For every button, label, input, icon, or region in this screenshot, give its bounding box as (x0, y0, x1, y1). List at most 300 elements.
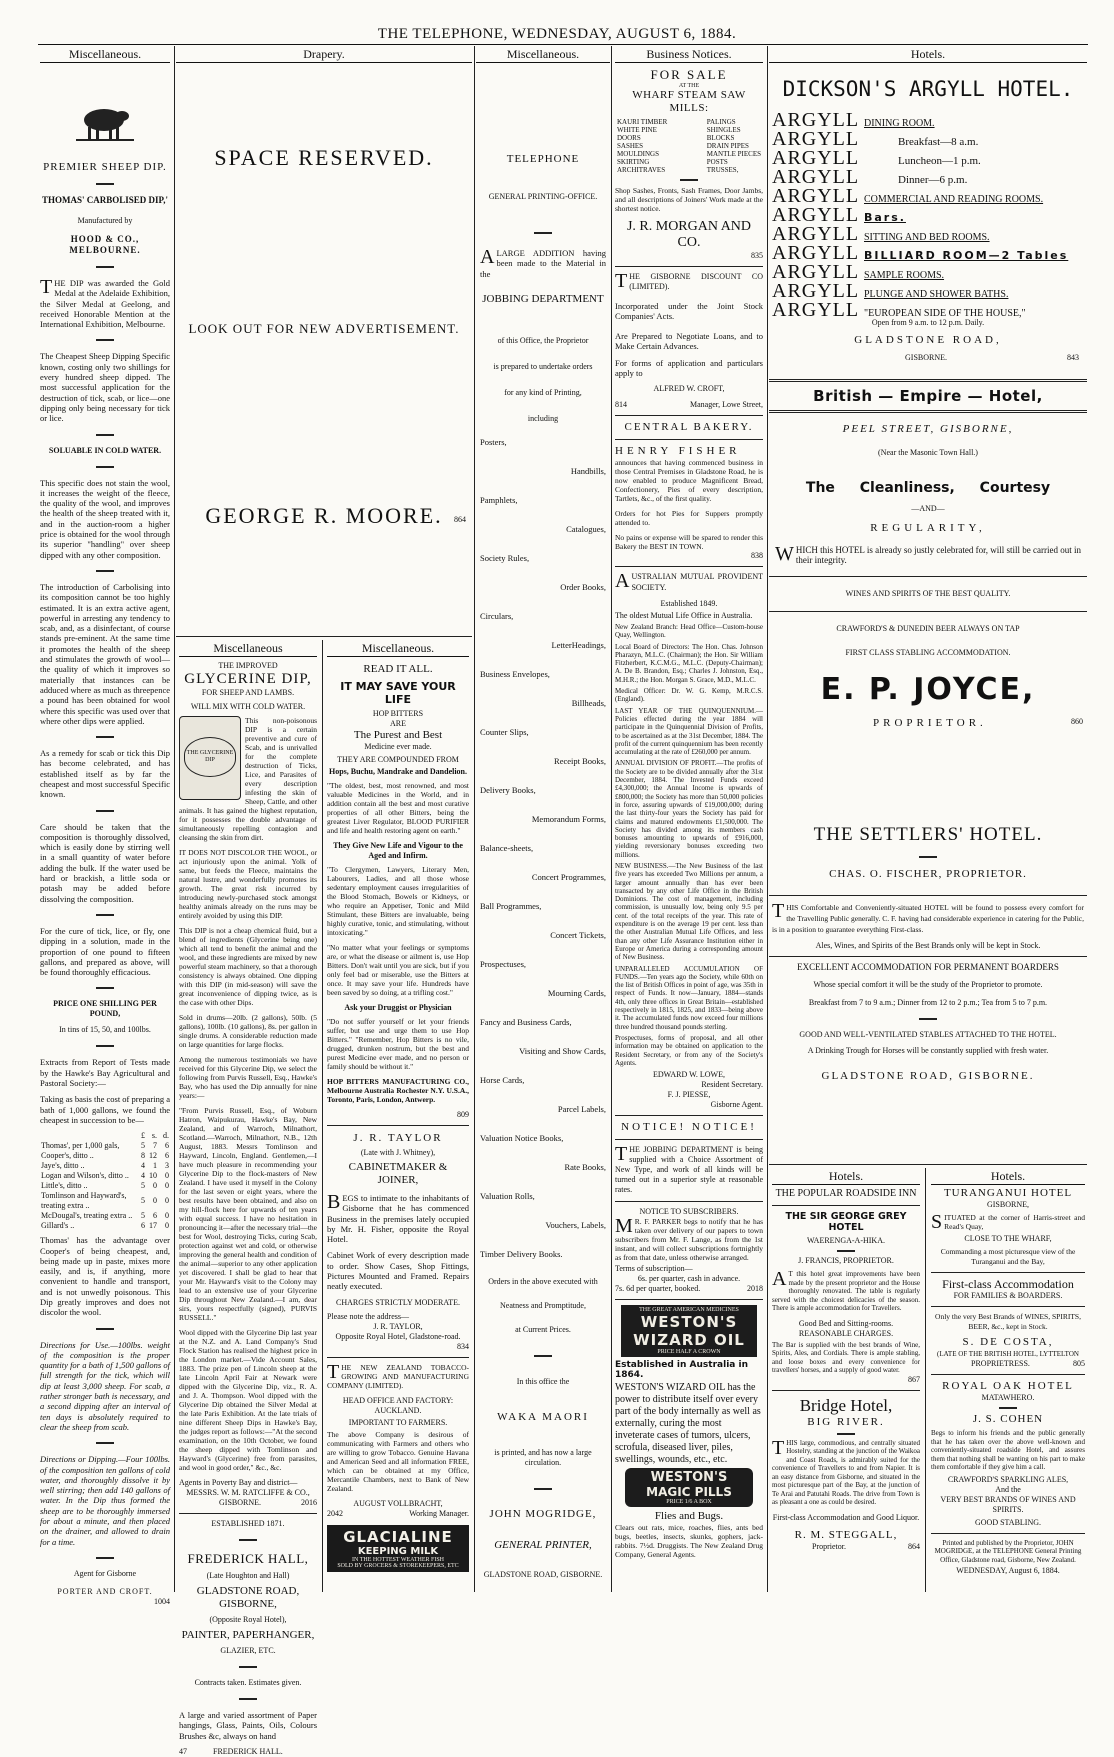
wines-line: WINES AND SPIRITS OF THE BEST QUALITY. (845, 588, 1011, 598)
ad-ref: 47 (179, 1746, 187, 1756)
read-line: READ IT ALL. (363, 663, 433, 675)
job-list-item: Concert Programmes, (531, 871, 606, 882)
agent-name: PORTER AND CROFT. (57, 1586, 153, 1596)
paragraph: ANNUAL DIVISION OF PROFIT.—The profits of the Society are to be divided annually after the 31st December, 1884. The Invested Funds exceed £4,300,000; the Annual Income is upwards of £800,000; the Society has more than 50,000 policies in force, assuring upwards of £19,000,000; during the last thirty-four years the Society has paid for claims and matured endowments £1,500,000. The Society has divided among its members cash bonuses amounting to upwards of £916,000, yielding reversionary bonuses exceeding two millions. (615, 759, 763, 859)
argyll-row (772, 223, 1087, 245)
job-list-item: Timber Delivery Books. (480, 1248, 563, 1259)
argyll-row (772, 147, 1087, 169)
hotel-town: GISBORNE. (905, 353, 948, 362)
column-header: Business Notices. (615, 46, 763, 63)
stabling-line: GOOD STABLING. (974, 1517, 1042, 1527)
company-title: AUSTRALIAN MUTUAL PROVIDENT SOCIETY. (615, 570, 763, 593)
table-row (40, 1141, 170, 1151)
hotel-title: Bridge Hotel, (799, 1395, 893, 1415)
job-list-item: Fancy and Business Cards, (480, 1016, 572, 1027)
ad-ref: 814 (615, 400, 627, 410)
column-header: Drapery. (176, 46, 472, 63)
pills-price: PRICE 1/6 A BOX (666, 1499, 712, 1506)
lookout-line: LOOK OUT FOR NEW ADVERTISEMENT. (188, 321, 460, 336)
paragraph: As a remedy for scab or tick this Dip has become celebrated, and has established itself as by far the cheapest and most successful Specific known. (40, 748, 170, 800)
glycerine-tin-icon (179, 716, 241, 800)
job-list-item: Ball Programmes, (480, 900, 542, 911)
ad-ref: 867 (908, 1374, 920, 1384)
established: Established 1849. (660, 598, 718, 608)
advertiser-name: HENRY FISHER (615, 445, 741, 458)
ad-ref: 2016 (301, 1498, 317, 1507)
open-line: Open from 9 a.m. to 12 p.m. Daily. (871, 318, 985, 327)
goods-item: MOULDINGS (617, 150, 659, 158)
paragraph: Orders for hot Pies for Suppers promptly attended to. (615, 509, 763, 528)
job-list-item: Memorandum Forms, (531, 813, 606, 824)
important-line: IMPORTANT TO FARMERS. (348, 1417, 448, 1427)
paragraph: New Zealand Branch: Head Office—Custom-house Quay, Wellington. (615, 622, 763, 640)
paragraph: Medical Officer: Dr. W. G. Kemp, M.R.C.S. (England). (615, 687, 763, 704)
paragraph: WHICH this HOTEL is already so justly celebrated for, will still be carried out in their integrity. (775, 543, 1081, 566)
goods-item: KAURI TIMBER (617, 118, 668, 126)
medicine-line: Medicine ever made. (364, 742, 432, 751)
argyll-word: ARGYLL (772, 204, 860, 226)
hotel-address: GLADSTONE ROAD, (854, 334, 1002, 346)
argyll-row-text: SAMPLE ROOMS. (864, 270, 945, 281)
column-sheep-dip (38, 46, 172, 1606)
table-row (40, 1151, 170, 1161)
table-cell: 12 (149, 1151, 157, 1161)
boarders-line: EXCELLENT ACCOMMODATION FOR PERMANENT BOARDERS (797, 961, 1059, 972)
goods-item: TRUSSES, (706, 166, 739, 174)
note-line: Please note the address— (327, 1311, 409, 1321)
proprietor-name: E. P. JOYCE, (820, 671, 1036, 707)
table-cell: 0 (165, 1196, 169, 1206)
paragraph: Local Board of Directors: The Hon. Chas. Johnson Pharazyn, M.L.C. (Chairman); the Hon. Sir William Fitzherbert, K.C.M.G., M.L.C. (Deputy-Chairman); A. De B. Brandon, Esq.; Charles J. Johnston, Esq., M.H.R.; the Hon. Morgan S. Grace, M.D., M.L.C. (615, 642, 763, 684)
table-cell: 0 (165, 1211, 169, 1221)
intro-line: for any kind of Printing, (504, 387, 582, 397)
job-list-item: Horse Cards, (480, 1074, 525, 1085)
product-name: HOP BITTERS (372, 709, 424, 718)
column-header: Miscellaneous. (327, 640, 469, 657)
paragraph: Thomas' has the advantage over Cooper's of being cheapest, and, being made up in paste, mixes more easily, and is, if anything, more convenient to handle and transport, and is not unwedly poisonous. This Dip greatly improves and does not discolor the wool. (40, 1235, 170, 1318)
terms-label: Terms of subscription— (615, 1264, 693, 1274)
table-header-cell: s. (151, 1131, 157, 1141)
headline: IT MAY SAVE YOUR LIFE (340, 680, 456, 706)
ad-ref: 809 (457, 1110, 469, 1119)
table-cell: 5 (141, 1196, 145, 1206)
advertiser-opposite: (Opposite Royal Hotel), (209, 1615, 287, 1624)
job-list-item: Order Books, (560, 581, 606, 592)
paragraph: "Do not suffer yourself or let your friends suffer, but use and urge them to use Hop Bitters." "Remember, Hop Bitters is no vile, drugged, drunken nostrum, but the best and purest Medicine ever made, and no person or family should be without it." (327, 1017, 469, 1071)
table-cell: Cooper's, ditto .. (41, 1151, 94, 1161)
advertiser-signature: AUGUST VOLLBRACHT, (353, 1498, 443, 1508)
company-title: THE NEW ZEALAND TOBACCO-GROWING AND MANUFACTURING COMPANY (LIMITED). (327, 1360, 469, 1390)
paragraph: Whose special comfort it will be the study of the Proprietor to promote. (813, 979, 1043, 989)
printer-name: JOHN MOGRIDGE, (489, 1507, 597, 1520)
argyll-word: ARGYLL (772, 128, 860, 150)
paragraph: Clears out rats, mice, roaches, flies, ants bed bugs, beetles, insects, skunks, gophers, jack-rabbits. 7½d. Druggists. The New Zealand Drug Company, General Agents. (615, 1523, 763, 1560)
space-reserved: SPACE RESERVED. (214, 145, 434, 170)
column-rule (322, 640, 323, 1592)
hotel-title: THE SETTLERS' HOTEL. (813, 823, 1043, 845)
wizard-title: WIZARD OIL (633, 1331, 745, 1350)
glacialine-ad (327, 1525, 469, 1572)
table-cell: 0 (165, 1171, 169, 1181)
advertiser-address: Opposite Royal Hotel, Gladstone-road. (335, 1331, 461, 1341)
proprietor-name: S. DE COSTA, (962, 1336, 1054, 1348)
paragraph: THIS Comfortable and Conveniently-situated HOTEL will be found to possess every comfort for the Travelling Public generally. C. F. having had considerable experience in catering for the Public, is in a position to guarantee everything First-class. (772, 899, 1084, 934)
argyll-word: ARGYLL (772, 280, 860, 302)
job-list-item: Valuation Rolls, (480, 1190, 535, 1201)
advertiser-signature: ALFRED W. CROFT, (653, 384, 725, 394)
paragraph: THE DIP was awarded the Gold Medal at the Adelaide Exhibition, the Silver Medal at Geelong, and received Honorable Mention at the International Exhibition, Melbourne. (40, 276, 170, 330)
paragraph: Are Prepared to Negotiate Loans, and to Make Certain Advances. (615, 331, 763, 352)
agent-label: Agent for Gisborne (73, 1568, 137, 1578)
table-cell: 5 (141, 1141, 145, 1151)
goods-item: DOORS (617, 134, 641, 142)
subheading: Ask your Druggist or Physician (344, 1003, 452, 1012)
mill-name: WHARF STEAM SAW MILLS: (632, 89, 746, 114)
argyll-word: ARGYLL (772, 299, 860, 321)
argyll-row (772, 185, 1087, 207)
manufacturer-line: HOP BITTERS MANUFACTURING CO., Melbourne Australia Rochester N.Y. U.S.A., Toronto, Paris, London, Antwerp. (327, 1077, 469, 1104)
advertiser-role: Manager, Lowe Street, (690, 400, 763, 410)
purest-line: The Purest and Best (353, 729, 443, 741)
manufacturer-label: Manufactured by (77, 216, 133, 225)
rooms-line: Good Bed and Sitting-rooms. (798, 1318, 894, 1328)
argyll-row (772, 280, 1087, 302)
job-list-item: Valuation Notice Books, (480, 1132, 564, 1143)
column-rule (767, 46, 768, 1592)
goods-item: MANTLE PIECES (706, 150, 761, 158)
table-row (40, 1181, 170, 1191)
advertiser-name: FREDERICK HALL, (187, 1551, 309, 1566)
goods-item: WHITE PINE (617, 126, 657, 134)
product-name: THOMAS' CARBOLISED DIP,' (42, 195, 168, 205)
argyll-word: ARGYLL (772, 185, 860, 207)
column-header: Hotels. (769, 46, 1087, 63)
advertiser-trade: CABINETMAKER & JOINER, (348, 1161, 448, 1186)
table-row (40, 1161, 170, 1171)
established: ESTABLISHED 1871. (211, 1519, 285, 1528)
wizard-established: Established in Australia in 1864. (615, 1360, 748, 1381)
wizard-title: WESTON'S (640, 1313, 738, 1332)
sheep-icon (74, 103, 136, 141)
families-line: FOR FAMILIES & BOARDERS. (953, 1291, 1063, 1300)
table-cell: 0 (153, 1181, 157, 1191)
argyll-row-text: SITTING AND BED ROOMS. (864, 232, 990, 243)
product-sub: FOR SHEEP AND LAMBS. (201, 688, 295, 697)
goods-item: SKIRTING (617, 158, 650, 166)
wizard-oil-ad (621, 1305, 757, 1357)
notice-title: NOTICE TO SUBSCRIBERS. (639, 1207, 739, 1217)
paragraph: First-class Accommodation and Good Liquor. (772, 1512, 920, 1522)
are-line: ARE (390, 719, 406, 728)
ales-line: CRAWFORD'S SPARKLING ALES, (947, 1474, 1069, 1484)
paragraph: "To Clergymen, Lawyers, Literary Men, Labourers, Ladies, and all those whose sedentary employment causes irregularities of the Blood Stomach, Bowels or Kidneys, or who require an Appetiser, Tonic and Mild Stimulant, these Bitters are invaluable, being highly curative, tonic, and stimulating, without intoxicating." (327, 865, 469, 937)
pills-title: WESTON'S (650, 1470, 728, 1486)
advertiser-late: (Late with J. Whitney), (360, 1148, 436, 1157)
paragraph: THIS large, commodious, and centrally situated Hostelry, standing at the junction of the Waikoa and Coast Roads, is admirably suited for the convenience of Travellers to and from Napier. It is an easy distance from Gisborne, and situated in the most picturesque part of the Bay, at the junction of Te Arai and Patutahi Roads. The drive from Town is as pleasant a one as could be desired. (772, 1436, 920, 1506)
paragraph: "No matter what your feelings or symptoms are, or what the disease or ailment is, use Hop Bitters. Don't wait until you are sick, but if you only feel bad or miserable, use the Bitters at once. It may save your life. Hundreds have been saved by so doing, at a trifling cost." (327, 943, 469, 997)
job-list-item: Society Rules, (480, 552, 530, 563)
flies-title: Flies and Bugs. (654, 1510, 724, 1523)
magic-pills-ad (625, 1468, 753, 1507)
argyll-row-text: Breakfast—8 a.m. (898, 136, 979, 148)
table-header-cell: d. (163, 1131, 169, 1141)
column-header: Miscellaneous (179, 640, 317, 657)
argyll-row (772, 204, 1087, 226)
table-cell: 6 (165, 1141, 169, 1151)
argyll-word: ARGYLL (772, 166, 860, 188)
paragraph: Cabinet Work of every description made to order. Show Cases, Shop Fittings, Pictures Mounted and Framed. Repairs neatly executed. (327, 1250, 469, 1292)
paragraph: "From Purvis Russell, Esq., of Woburn Hatron, Waipukurau, Hawke's Bay, New Zealand, and of Warroch, Milnathort, Scotland.—Warroch, Milnathort, N.B., 12th August, 1883. Messrs Tomlinson and Hayward, Lincoln, England. Gentlemen,—I have much pleasure in recommending your Glycerine Dip to the flock-masters of New Zealand. I have used it myself in the Colony for the last seven or eight years, where the best results have been obtained, and also on my hill-flock here for upwards of ten years with equal success. I have no hesitation in pronouncing it—after the necessary trial—the best for Wool, destroying Ticks, curing Scab, protection against wet and cold, or otherwise improving the general health and condition of the animal—superior to any other application yet discovered. I shall be glad to hear that your Mr. Hayward's visit to the Colony may lead to an extensive use of your Glycerine Dip throughout New Zealand.—I am, dear sirs, yours respectfully (signed), PURVIS RUSSELL." (179, 1106, 317, 1322)
table-cell: Logan and Wilson's, ditto .. (41, 1171, 129, 1181)
job-list-item: Circulars, (480, 610, 514, 621)
masthead: THE TELEPHONE, WEDNESDAY, AUGUST 6, 1884. (377, 26, 737, 42)
hotel-title: ROYAL OAK HOTEL (942, 1380, 1074, 1392)
proprietor-label: PROPRIETOR. (873, 716, 987, 729)
paragraph: AT this hotel great improvements have been made by the present proprietor and the House thoroughly renovated. The table is regularly served with the choicest delicacies of the season. There is ample accommodation for Travellers. (772, 1268, 920, 1312)
paragraph: ALARGE ADDITION having been made to the Material in the (480, 246, 606, 279)
job-list-item: Business Envelopes, (480, 668, 550, 679)
table-cell: 8 (141, 1151, 145, 1161)
close-line: CLOSE TO THE WHARF, (964, 1234, 1052, 1243)
product-title: GLYCERINE DIP, (184, 671, 312, 687)
job-list-item: Prospectuses, (480, 958, 527, 969)
office-name: TELEPHONE (506, 153, 580, 165)
column-rule (611, 46, 612, 1592)
table-cell: 4 (141, 1161, 145, 1171)
table-cell: Little's, ditto .. (41, 1181, 88, 1191)
orders-line: Orders in the above executed with (488, 1276, 598, 1286)
paragraph: For forms of application and particulars apply to (615, 357, 763, 379)
table-cell: 4 (141, 1171, 145, 1181)
hotel-place: BIG RIVER. (807, 1415, 885, 1428)
table-header-cell: £ (141, 1131, 145, 1141)
argyll-row-text: DINING ROOM. (864, 118, 935, 129)
ad-ref: 864 (908, 1541, 920, 1551)
table-row (40, 1171, 170, 1181)
office-line: HEAD OFFICE AND FACTORY: AUCKLAND. (342, 1395, 454, 1415)
argyll-word: ARGYLL (772, 242, 860, 264)
imprint: Printed and published by the Proprietor, JOHN MOGRIDGE, at the TELEPHONE General Printing Office, Gladstone road, Gisborne, New Zealand. (934, 1538, 1082, 1564)
job-list-item: Pamphlets, (480, 494, 518, 505)
compounded-line: THEY ARE COMPOUNDED FROM (337, 755, 459, 764)
column-business-notices (613, 46, 765, 1592)
goods-item: POSTS (706, 158, 728, 166)
pills-title: MAGIC PILLS (646, 1485, 732, 1500)
manufacturer-name: HOOD & CO., MELBOURNE. (69, 234, 141, 255)
job-list-item: Delivery Books, (480, 784, 536, 795)
advertiser-signature: J. R. TAYLOR, (373, 1321, 423, 1331)
table-cell: 7 (153, 1141, 157, 1151)
column-drapery (176, 46, 472, 636)
hotel-title: TURANGANUI HOTEL (943, 1187, 1073, 1199)
business-title: CENTRAL BAKERY. (624, 421, 754, 434)
paper-note: is printed, and has now a large circulation. (494, 1447, 592, 1467)
inthis-line: In this office the (516, 1376, 570, 1386)
contracts-line: Contracts taken. Estimates given. (194, 1678, 302, 1687)
argyll-row-text: Luncheon—1 p.m. (898, 155, 981, 167)
agents-name: MESSRS. W. M. RATCLIFFE & CO., (186, 1488, 310, 1497)
office-title: GENERAL PRINTING-OFFICE. (488, 192, 598, 201)
subheading: They Give New Life and Vigour to the Aged and Infirm. (333, 841, 463, 860)
argyll-row-text: COMMERCIAL AND READING ROOMS. (864, 194, 1044, 205)
company-title: THE GISBORNE DISCOUNT CO (LIMITED). (615, 270, 763, 292)
argyll-row (772, 166, 1087, 188)
charges-line: CHARGES STRICTLY MODERATE. (335, 1297, 461, 1307)
ad-ref: 860 (1071, 716, 1083, 726)
stables-line: GOOD AND WELL-VENTILATED STABLES ATTACHED TO THE HOTEL. (799, 1029, 1057, 1039)
table-cell: McDougal's, treating extra .. (41, 1211, 133, 1221)
paragraph: IT DOES NOT DISCOLOR THE WOOL, or act injuriously upon the animal. Yolk of same, but feeds the Fleece, maintains the natural lustre, and wonderfully promotes its growth. The great risk incurred by introducing newly-purchased stock amongst healthy animals already on the runs may be entirely avoided by using this DIP. (179, 848, 317, 920)
table-cell: 5 (141, 1181, 145, 1191)
argyll-row-text: Bars. (864, 211, 906, 224)
paragraph: WESTON'S WIZARD OIL has the power to distribute itself over every part of the body internally as well as externally, curing the most inveterate cases of tumors, ulcers, scrofula, diseased liver, piles, swellings, wounds, etc., etc. (615, 1382, 761, 1466)
paragraph: Begs to inform his friends and the public generally that he has taken over the above well-known and conveniently-situated roadside Hotel, and assures them that nothing shall be wanting on his part to make them comfortable if they give him a call. (931, 1429, 1085, 1471)
table-cell: 0 (165, 1221, 169, 1231)
paper-name: WAKA MAORI (497, 1410, 589, 1423)
paragraph: This DIP is not a cheap chemical fluid, but a blend of ingredients (Glycerine being one) which all tend to benefit the animal and the wool, and these ingredients are mixed by new powerful steam machinery, so that a thorough consistency is always obtained. One dipping with this DIP (in mid-season) will save the great inconvenience of dipping twice, as is the case with other Dips. (179, 926, 317, 1007)
job-list-item: Catalogues, (566, 523, 606, 534)
hotel-title: British — Empire — Hotel, (813, 387, 1043, 405)
section-rule (176, 636, 472, 637)
goods-item: BLOCKS (706, 134, 735, 142)
ad-ref: 838 (751, 551, 763, 561)
paragraph: The above Company is desirous of communicating with Farmers and others who are willing to grow Tobacco. Genuine Havana and American Seed and all information FREE, which can be obtained at my Office, Mercantile Chambers, next to Bank of New Zealand. (327, 1429, 469, 1493)
advertiser-late: (Late Houghton and Hall) (206, 1571, 290, 1580)
ad-ref: 2042 (327, 1508, 343, 1518)
goods-item: SASHES (617, 142, 644, 150)
intro-line: of this Office, the Proprietor (497, 335, 589, 345)
paragraph: MR. F. PARKER begs to notify that he has taken over delivery of our papers to town subscribers from Mr. F. Lange, as from the 1st instant, and will collect subscriptions fortnightly as from that date, unless otherwise arranged. (615, 1215, 763, 1263)
argyll-word: ARGYLL (772, 223, 860, 245)
table-row (40, 1191, 170, 1211)
ad-ref: 805 (1073, 1359, 1085, 1368)
column-hop-bitters (324, 640, 472, 1592)
argyll-row (772, 128, 1087, 150)
printer-title: GENERAL PRINTER, (494, 1538, 592, 1551)
argyll-row (772, 109, 1087, 131)
paragraph: Prospectuses, forms of proposal, and all other information may be obtained on application to the Resident Secretary, or from any of the Society's Agents. (615, 1033, 763, 1067)
glacialine-sub: KEEPING MILK (357, 1545, 439, 1557)
orders-line: Neatness and Promptitude, (500, 1300, 586, 1310)
advertiser-name: J. R. TAYLOR (353, 1132, 443, 1144)
job-list-item: Counter Slips, (480, 726, 529, 737)
paragraph: Care should be taken that the composition is thoroughly dissolved, which is easily done by stirring well in a small quantity of water before adding the bulk. If the water used be hard or brackish, a little soda or potash may be added before dissolving the composition. (40, 821, 170, 904)
goods-item: SHINGLES (706, 126, 741, 134)
goods-list (617, 118, 761, 174)
paragraph: Extracts from Report of Tests made by the Hawke's Bay Agricultural and Pastoral Society:— (40, 1057, 170, 1089)
argyll-row (772, 242, 1087, 264)
paragraph: "The oldest, best, most renowned, and most valuable Medicines in the World, and in addition contain all the best and most curative properties of all other Bitters, being the greatest Liver Regulator, BLOOD PURIFIER and life and health restoring agent on earth." (327, 781, 469, 835)
intro-line: is prepared to undertake orders (493, 361, 593, 371)
paragraph: Wool dipped with the Glycerine Dip last year at the N.Z. and A. Land Company's Stud Flock Station has realised the highest price in the London market.—Vide Account Sales, 1883. The prize pen of Lincoln sheep at the late Lincoln April Fair at Newark were dipped with the Glycerine Dip, viz., R. A. and J. A. Thompson. Wool dipped with the Glycerine Dip obtained the Silver Medal at the late Paris Exhibition. At the late trials of nine different Sheep Dips in Hawke's Bay, the judges report as follows:—"At the second examination, on the 10th October, we found the sheep dipped with Tomlinson and Hayward's (Glycerine) free from parasites, and wool in good order," &c., &c. (179, 1328, 317, 1472)
table-cell: 17 (149, 1221, 157, 1231)
column-header: Miscellaneous. (476, 46, 610, 63)
terms-line: 6s. per quarter, cash in advance. (637, 1274, 741, 1284)
column-printing (476, 46, 610, 1592)
argyll-row (772, 261, 1087, 283)
ad-ref: 864 (454, 515, 466, 524)
hotel-near: (Near the Masonic Town Hall.) (878, 448, 978, 457)
paragraph: NEW BUSINESS.—The New Business of the last five years has exceeded Two Millions per annum, a larger amount annually than has ever been transacted by any other Life Office in the British Dominions. The cost of management, including commission, is unusually low, being only 9.5 per cent. of the total receipts of the year. This rate of expenditure is on the average 19 per cent. less than the other Australian Mutual Life Offices, and less than any other Life Assurance Institution either in Europe or America during a corresponding amount of New Business. (615, 861, 763, 962)
proprietor-line: J. FRANCIS, PROPRIETOR. (798, 1256, 894, 1265)
proprietor-name: R. M. STEGGALL, (794, 1528, 898, 1541)
and-line: —AND— (911, 504, 945, 513)
argyll-row-text: PLUNGE AND SHOWER BATHS. (864, 289, 1009, 300)
tagline: The Cleanliness, Courtesy (805, 480, 1051, 496)
argyll-word: ARGYLL (772, 261, 860, 283)
proprietor-line: CHAS. O. FISCHER, PROPRIETOR. (829, 867, 1027, 880)
column-header: Hotels. (772, 1168, 920, 1185)
job-list-item: Visiting and Show Cards, (519, 1045, 606, 1056)
paragraph: The Bar is supplied with the best brands of Wine, Spirits, Ales, and Cordials. There is ample stabling, and loose boxes and every convenience for travellers' horses, and a supply of good water. (772, 1340, 920, 1374)
paragraph: announces that having commenced business in those Central Premises in Gladstone Road, he is now enabled to produce Magnificent Bread, Confectionery, Pies of every description, Tartlets, &c., of the first quality. (615, 458, 763, 504)
job-list-item: Posters, (480, 436, 507, 447)
accommodation-line: First-class Accommodation (942, 1277, 1074, 1291)
hotel-place: MATAWHERO. (981, 1393, 1035, 1402)
imprint-date: WEDNESDAY, August 6, 1884. (956, 1566, 1060, 1575)
paragraph: Commanding a most picturesque view of the Turanganui and the Bay, (940, 1247, 1076, 1266)
hotel-tagline: THE POPULAR ROADSIDE INN (775, 1188, 917, 1199)
column-rule (174, 46, 175, 1592)
paragraph: UNPARALLELED ACCUMULATION OF FUNDS.—Ten years ago the Society, while 60th on the list of British Offices in point of age, was 35th in respect of Funds. It now—January, 1884—stands 4th, only three offices in Great Britain—established respectively in 1815, 1825, and 1833—being above it. The accumulated funds now exceed four millions three hundred thousand pounds sterling. (615, 964, 763, 1031)
agents-label: Agents in Poverty Bay and district— (179, 1478, 298, 1487)
table-header-cell (40, 1131, 134, 1141)
paragraph: This non-poisonous DIP is a certain preventive and cure of Scab, and is unrivalled for the complete destruction of Ticks, Lice, and Parasites of every description infesting the skin of Sheep, Cattle, and other animals. It has gained the highest reputation, for it possesses the double advantage of simultaneously repelling contagion and cleansing the skin from dirt. (179, 716, 317, 842)
beer-line: CRAWFORD'S & DUNEDIN BEER ALWAYS ON TAP (836, 623, 1020, 633)
price-line: PRICE ONE SHILLING PER POUND, (53, 999, 157, 1019)
paragraph: LAST YEAR OF THE QUINQUENNIUM.—Policies effected during the year 1884 will participate in the Quinquennial Division of Profits, to be ascertained as at the 31st December, 1884. The profit of the current quinquennium has been recently accumulating at the rate of £260,000 per annum. (615, 706, 763, 757)
goods-item: ARCHITRAVES (617, 166, 666, 174)
subheading: SOLUABLE IN COLD WATER. (48, 445, 162, 455)
advertiser-signature: F. J. PIESSE, (667, 1090, 711, 1100)
paragraph: A large and varied assortment of Paper hangings, Glass, Paints, Oils, Colours Brushes &c, always on hand (179, 1710, 317, 1741)
job-list (476, 428, 610, 1269)
tins-line: In tins of 15, 50, and 100lbs. (59, 1025, 151, 1035)
product-title: PREMIER SHEEP DIP. (43, 161, 167, 173)
advertiser-name: GEORGE R. MOORE. (205, 503, 443, 528)
hotel-address: PEEL STREET, GISBORNE, (842, 423, 1014, 435)
proprietor-name: J. S. COHEN (972, 1413, 1044, 1425)
goods-item: PALINGS (706, 118, 736, 126)
table-cell: 0 (153, 1196, 157, 1206)
table-row (40, 1221, 170, 1231)
table-cell: 6 (141, 1221, 145, 1231)
column-hotels-turanganui (928, 1168, 1088, 1592)
job-list-item: LetterHeadings, (551, 639, 606, 650)
department-title: JOBBING DEPARTMENT (482, 292, 604, 305)
paragraph: The introduction of Carbolising into its composition cannot be too highly estimated. It is an extra active agent, powerful in arresting any tendency to scab, and, as a disinfectant, of course stands pre-eminent. At the same time it promotes the health of the sheep and stimulates the growth of wool—the quality of which it improves so materially that instances can be adduced where as much as threepence a pound has been obtained for wool where this specific was used over that where other dips were applied. (40, 581, 170, 726)
advertiser-role: Gisborne Agent. (710, 1100, 763, 1110)
advertiser-signature: EDWARD W. LOWE, (653, 1070, 725, 1080)
job-list-item: Mourning Cards, (547, 987, 606, 998)
ad-ref: 835 (751, 251, 763, 260)
table-cell: 5 (141, 1211, 145, 1221)
paragraph: Taking as basis the cost of preparing a bath of 1,000 gallons, we found the cheapest in succession to be— (40, 1094, 170, 1125)
table-cell: 6 (165, 1151, 169, 1161)
ad-ref: 1004 (154, 1596, 170, 1606)
advertiser-name: J. R. MORGAN AND CO. (626, 219, 752, 250)
sale-title: FOR SALE (650, 67, 728, 82)
job-list-item: Handbills, (570, 465, 606, 476)
printer-address: GLADSTONE ROAD, GISBORNE. (483, 1569, 603, 1579)
job-list-item: Rate Books, (564, 1161, 606, 1172)
column-header: Miscellaneous. (40, 46, 170, 63)
table-cell: Jaye's, ditto .. (41, 1161, 85, 1171)
charges-line: REASONABLE CHARGES. (798, 1328, 894, 1338)
oldest-line: The oldest Mutual Life Office in Australia. (615, 610, 753, 620)
job-list-item: Vouchers, Labels, (545, 1219, 606, 1230)
proprietor-late: (LATE OF THE BRITISH HOTEL, LYTTELTON (937, 1350, 1079, 1358)
